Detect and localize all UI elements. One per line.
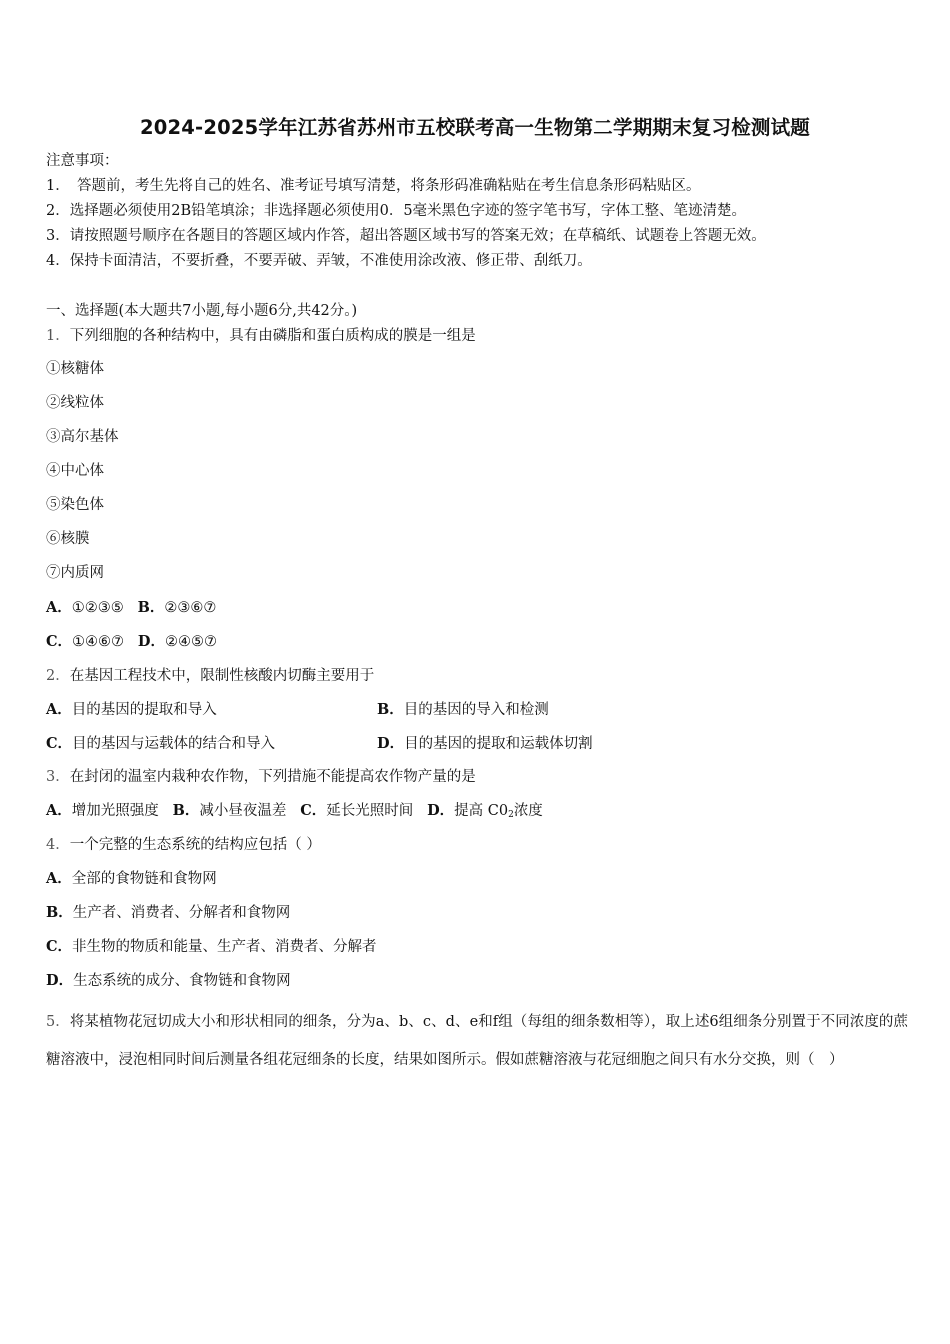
option-label: B． bbox=[172, 802, 200, 819]
q2-options-row-1 bbox=[46, 700, 906, 720]
question-stem: 下列细胞的各种结构中，具有由磷脂和蛋白质构成的膜是一组是 bbox=[69, 328, 476, 344]
option-a: 目的基因的提取和导入 bbox=[71, 702, 217, 718]
question-number: 5． bbox=[46, 1014, 70, 1030]
question-2 bbox=[46, 666, 374, 686]
question-number: 4． bbox=[46, 837, 70, 853]
option-label: A． bbox=[46, 870, 72, 887]
option-c: 非生物的物质和能量、生产者、消费者、分解者 bbox=[72, 939, 377, 955]
question-5 bbox=[46, 1003, 908, 1079]
q1-item-5: ⑤染色体 bbox=[46, 497, 104, 513]
notice-item-1: 1． 答题前，考生先将自己的姓名、准考证号填写清楚，将条形码准确粘贴在考生信息条形码粘贴区。 bbox=[46, 178, 701, 194]
option-label: C． bbox=[46, 735, 73, 752]
question-stem: 一个完整的生态系统的结构应包括（ ） bbox=[69, 837, 321, 853]
q1-item-2: ②线粒体 bbox=[46, 395, 104, 411]
option-d-wrap bbox=[377, 734, 593, 754]
option-label: D． bbox=[46, 972, 74, 989]
q3-options-row bbox=[46, 801, 543, 825]
question-stem: 将某植物花冠切成大小和形状相同的细条，分为a、b、c、d、e和f组（每组的细条数相等），取上述6组细条分别置于不同浓度的蔗糖溶液中，浸泡相同时间后测量各组花冠细条的长度，结果如图所示。假如蔗糖溶液与花冠细胞之间只有水分交换，则（ ） bbox=[46, 1014, 908, 1068]
option-label: D． bbox=[427, 802, 455, 819]
notice-item-4: 4．保持卡面清洁，不要折叠，不要弄破、弄皱，不准使用涂改液、修正带、刮纸刀。 bbox=[46, 253, 592, 269]
q2-options-row-2 bbox=[46, 734, 906, 754]
question-number: 2． bbox=[46, 668, 70, 684]
option-a: 增加光照强度 bbox=[71, 803, 159, 819]
subscript: 2 bbox=[508, 810, 514, 820]
option-label: C． bbox=[46, 938, 73, 955]
question-stem: 在基因工程技术中，限制性核酸内切酶主要用于 bbox=[69, 668, 375, 684]
option-label: B． bbox=[137, 599, 165, 616]
q1-options-row-1 bbox=[46, 598, 216, 618]
q4-option-d bbox=[46, 971, 291, 991]
option-d-text: 提高 C0 bbox=[454, 803, 509, 819]
q4-option-a bbox=[46, 869, 217, 889]
option-d: 生态系统的成分、食物链和食物网 bbox=[73, 973, 291, 989]
option-label: B． bbox=[377, 701, 404, 718]
option-d bbox=[454, 803, 543, 819]
option-d: 目的基因的提取和运载体切割 bbox=[404, 736, 593, 752]
q1-item-6: ⑥核膜 bbox=[46, 531, 90, 547]
option-label: C． bbox=[300, 802, 327, 819]
q1-item-1: ①核糖体 bbox=[46, 361, 104, 377]
option-label: D． bbox=[137, 633, 165, 650]
option-label: B． bbox=[46, 904, 73, 921]
option-c: 延长光照时间 bbox=[326, 803, 414, 819]
notice-item-2: 2．选择题必须使用2B铅笔填涂；非选择题必须使用0．5毫米黑色字迹的签字笔书写，字体工整、笔迹清楚。 bbox=[46, 203, 747, 219]
question-3 bbox=[46, 767, 476, 787]
q1-item-7: ⑦内质网 bbox=[46, 565, 104, 581]
question-stem: 在封闭的温室内栽种农作物，下列措施不能提高农作物产量的是 bbox=[69, 769, 476, 785]
q1-item-3: ③高尔基体 bbox=[46, 429, 119, 445]
option-a: ①②③⑤ bbox=[71, 600, 124, 616]
option-label: A． bbox=[46, 701, 72, 718]
q1-item-4: ④中心体 bbox=[46, 463, 104, 479]
option-b: 减小昼夜温差 bbox=[199, 803, 287, 819]
option-b: ②③⑥⑦ bbox=[164, 600, 217, 616]
option-a: 全部的食物链和食物网 bbox=[71, 871, 217, 887]
q4-option-b bbox=[46, 903, 290, 923]
option-b-wrap bbox=[377, 700, 549, 720]
question-number: 1． bbox=[46, 328, 70, 344]
option-label: C． bbox=[46, 633, 73, 650]
option-d-text-end: 浓度 bbox=[513, 803, 543, 819]
option-c: ①④⑥⑦ bbox=[72, 634, 125, 650]
option-label: A． bbox=[46, 599, 72, 616]
question-1 bbox=[46, 326, 476, 346]
option-label: D． bbox=[377, 735, 405, 752]
q1-options-row-2 bbox=[46, 632, 217, 652]
notice-item-3: 3．请按照题号顺序在各题目的答题区域内作答，超出答题区域书写的答案无效；在草稿纸、试题卷上答题无效。 bbox=[46, 228, 766, 244]
notice-heading: 注意事项： bbox=[46, 153, 119, 169]
option-d: ②④⑤⑦ bbox=[164, 634, 217, 650]
option-b: 目的基因的导入和检测 bbox=[403, 702, 549, 718]
q4-option-c bbox=[46, 937, 377, 957]
option-label: A． bbox=[46, 802, 72, 819]
option-b: 生产者、消费者、分解者和食物网 bbox=[72, 905, 291, 921]
section-heading: 一、选择题(本大题共7小题,每小题6分,共42分。) bbox=[46, 303, 358, 319]
option-c: 目的基因与运载体的结合和导入 bbox=[72, 736, 276, 752]
question-4 bbox=[46, 835, 321, 855]
exam-title: 2024-2025学年江苏省苏州市五校联考高一生物第二学期期末复习检测试题 bbox=[139, 116, 811, 139]
question-number: 3． bbox=[46, 769, 70, 785]
